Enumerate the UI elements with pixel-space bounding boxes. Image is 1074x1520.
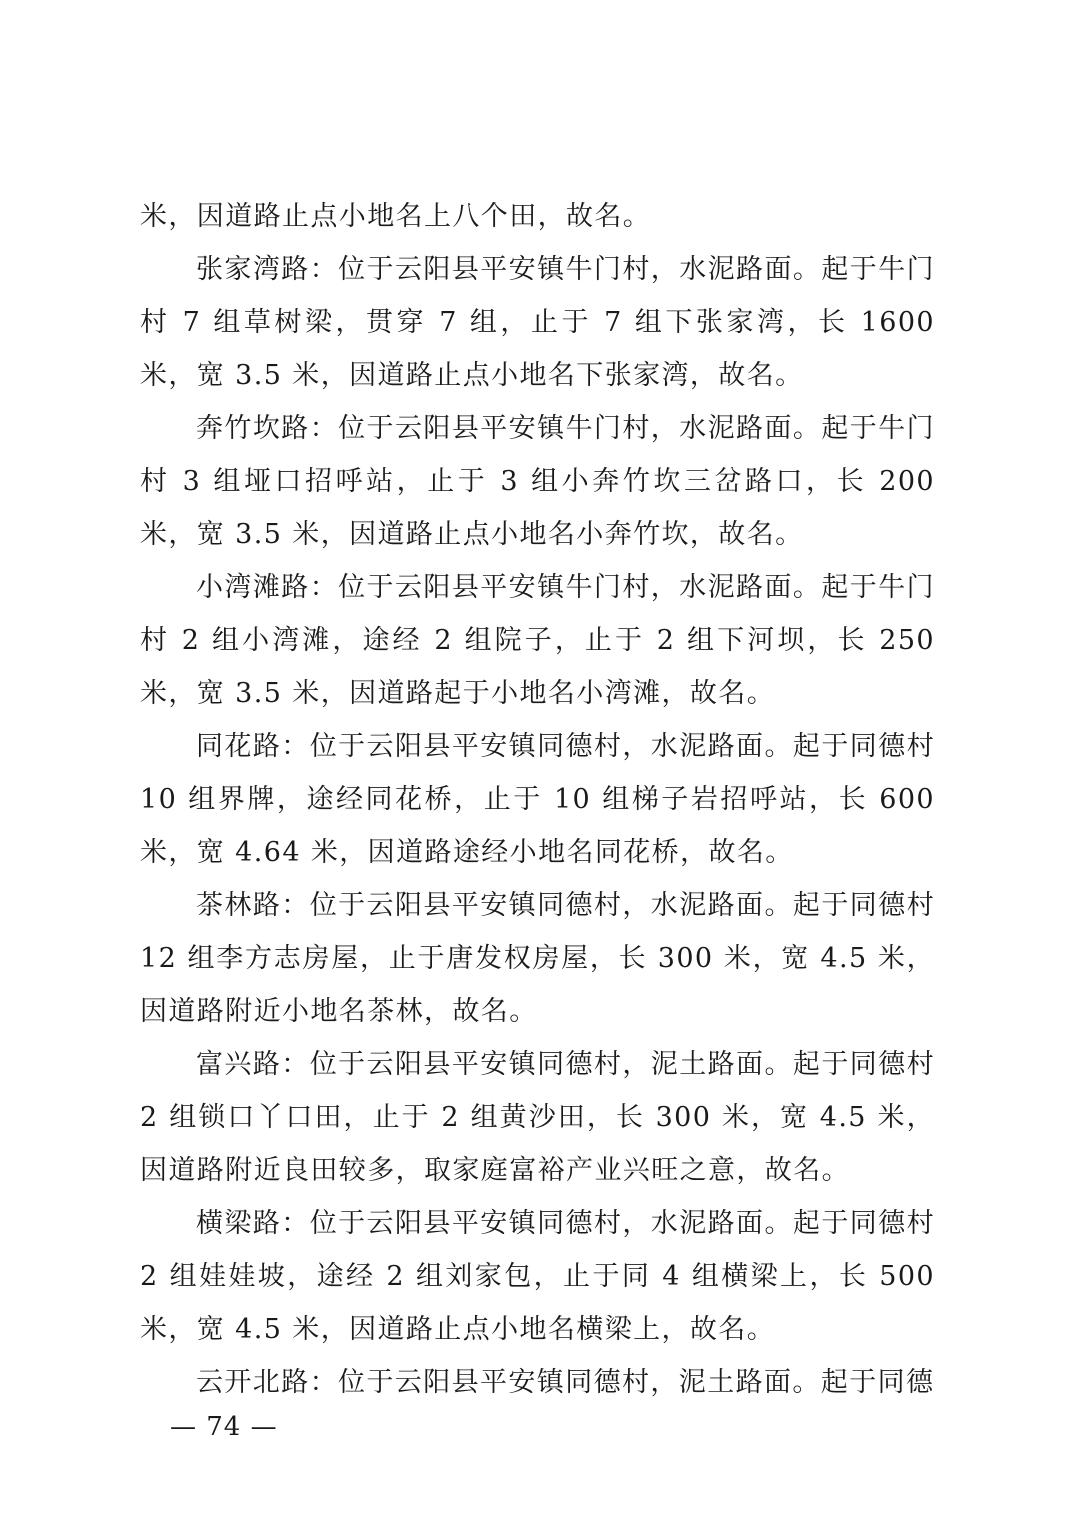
paragraph-zhangjiawan-road: 张家湾路：位于云阳县平安镇牛门村，水泥路面。起于牛门村 7 组草树梁，贯穿 7 组，止于 7 组下张家湾，长 1600 米，宽 3.5 米，因道路止点小地名下张家湾，故名。 [140, 254, 935, 391]
paragraph-continuation: 米，因道路止点小地名上八个田，故名。 [140, 201, 652, 232]
paragraph-yunkai-north-road: 云开北路：位于云阳县平安镇同德村，泥土路面。起于同德 [196, 1367, 935, 1398]
page-number: — 74 — [170, 1412, 278, 1442]
body-text [140, 190, 935, 1409]
paragraph-benzhukan-road: 奔竹坎路：位于云阳县平安镇牛门村，水泥路面。起于牛门村 3 组垭口招呼站，止于 3 组小奔竹坎三岔路口，长 200 米，宽 3.5 米，因道路止点小地名小奔竹坎，故名。 [140, 413, 935, 550]
paragraph-hengliang-road: 横梁路：位于云阳县平安镇同德村，水泥路面。起于同德村 2 组娃娃坡，途经 2 组刘家包，止于同 4 组横梁上，长 500 米，宽 4.5 米，因道路止点小地名横梁上，故名。 [140, 1208, 935, 1345]
paragraph-chalin-road: 茶林路：位于云阳县平安镇同德村，水泥路面。起于同德村 12 组李方志房屋，止于唐发权房屋，长 300 米，宽 4.5 米，因道路附近小地名茶林，故名。 [140, 890, 935, 1027]
paragraph-fuxing-road: 富兴路：位于云阳县平安镇同德村，泥土路面。起于同德村 2 组锁口丫口田，止于 2 组黄沙田，长 300 米，宽 4.5 米，因道路附近良田较多，取家庭富裕产业兴旺之意，故名。 [140, 1049, 935, 1186]
paragraph-tonghua-road: 同花路：位于云阳县平安镇同德村，水泥路面。起于同德村 10 组界牌，途经同花桥，止于 10 组梯子岩招呼站，长 600 米，宽 4.64 米，因道路途经小地名同花桥，故名。 [140, 731, 935, 868]
paragraph-xiaowantan-road: 小湾滩路：位于云阳县平安镇牛门村，水泥路面。起于牛门村 2 组小湾滩，途经 2 组院子，止于 2 组下河坝，长 250 米，宽 3.5 米，因道路起于小地名小湾滩，故名。 [140, 572, 935, 709]
